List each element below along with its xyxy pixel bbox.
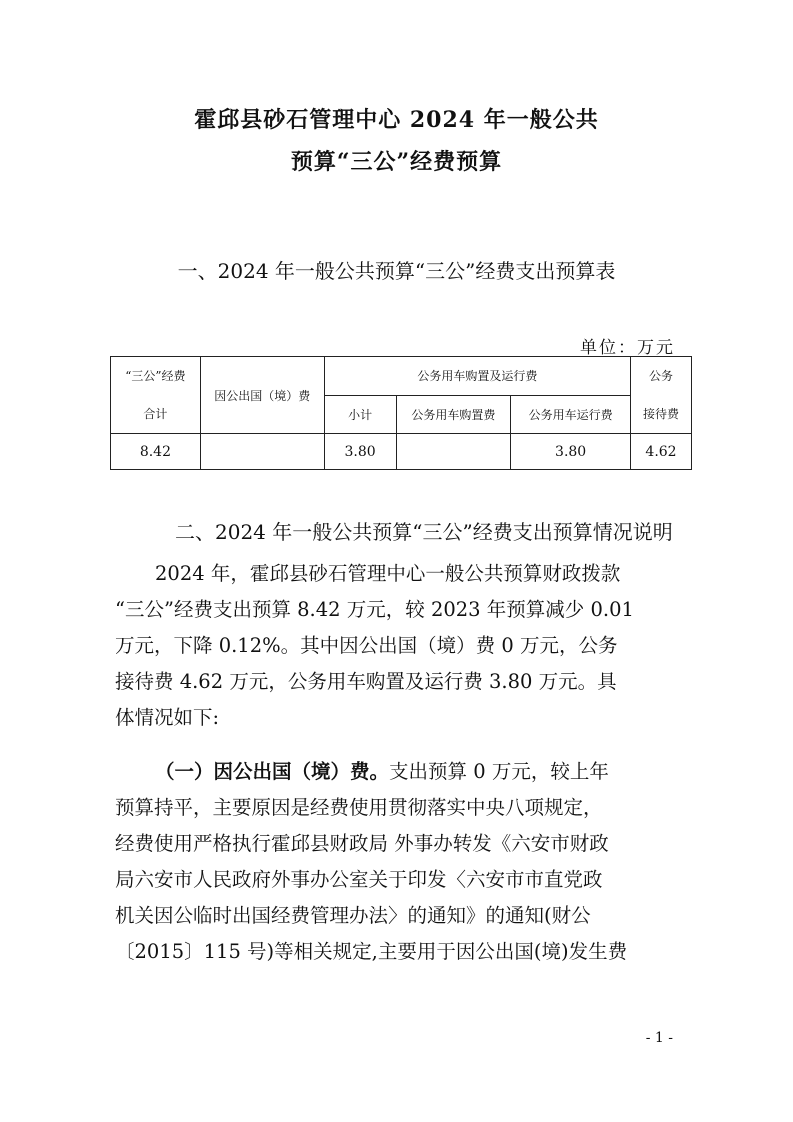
cell-vehicle-subtotal: 3.80 xyxy=(324,434,396,470)
paragraph-abroad xyxy=(115,754,675,970)
header-total xyxy=(111,357,201,434)
paragraph-line: 接待费 4.62 万元，公务用车购置及运行费 3.80 万元。具 xyxy=(115,670,617,693)
header-vehicle-purchase: 公务用车购置费 xyxy=(396,395,511,434)
unit-label: 单位：万元 xyxy=(580,338,675,358)
cell-vehicle-purchase xyxy=(396,434,511,470)
subsection-heading: （一）因公出国（境）费。 xyxy=(155,760,390,783)
cell-reception: 4.62 xyxy=(631,434,692,470)
header-vehicle-operation: 公务用车运行费 xyxy=(511,395,631,434)
document-title-line-1: 霍邱县砂石管理中心 2024 年一般公共 xyxy=(194,107,599,133)
paragraph-line: 万元，下降 0.12%。其中因公出国（境）费 0 万元，公务 xyxy=(115,634,618,657)
header-vehicle-group: 公务用车购置及运行费 xyxy=(324,357,630,396)
paragraph-line: 机关因公临时出国经费管理办法〉的通知》的通知(财公 xyxy=(115,904,591,927)
section-2-heading: 二、2024 年一般公共预算“三公”经费支出预算情况说明 xyxy=(175,520,673,544)
paragraph-line: 〔2015〕115 号)等相关规定,主要用于因公出国(境)发生费 xyxy=(115,940,628,963)
header-reception-bottom: 接待费 xyxy=(643,407,680,421)
header-reception xyxy=(631,357,692,434)
paragraph-line: “三公”经费支出预算 8.42 万元，较 2023 年预算减少 0.01 xyxy=(115,598,634,621)
page-number: - 1 - xyxy=(645,1030,673,1046)
paragraph-summary xyxy=(115,556,675,736)
cell-vehicle-operation: 3.80 xyxy=(511,434,631,470)
header-total-bottom: 合计 xyxy=(143,407,168,421)
paragraph-line: 经费使用严格执行霍邱县财政局 外事办转发《六安市财政 xyxy=(115,832,609,855)
header-vehicle-subtotal: 小计 xyxy=(324,395,396,434)
header-reception-top: 公务 xyxy=(649,369,674,383)
paragraph-line: 局六安市人民政府外事办公室关于印发〈六安市市直党政 xyxy=(115,868,603,891)
paragraph-line: 预算持平，主要原因是经费使用贯彻落实中央八项规定， xyxy=(115,796,603,819)
paragraph-line: 2024 年，霍邱县砂石管理中心一般公共预算财政拨款 xyxy=(155,562,621,585)
document-title-line-2: 预算“三公”经费预算 xyxy=(290,149,503,175)
paragraph-line: 体情况如下: xyxy=(115,706,220,729)
cell-total: 8.42 xyxy=(111,434,201,470)
header-abroad: 因公出国（境）费 xyxy=(200,357,324,434)
section-1-heading: 一、2024 年一般公共预算“三公”经费支出预算表 xyxy=(177,259,616,283)
cell-abroad xyxy=(200,434,324,470)
header-total-top: “三公”经费 xyxy=(125,369,186,383)
paragraph-text: 支出预算 0 万元，较上年 xyxy=(389,760,609,783)
budget-table xyxy=(110,356,692,470)
paragraph-line xyxy=(115,754,675,790)
